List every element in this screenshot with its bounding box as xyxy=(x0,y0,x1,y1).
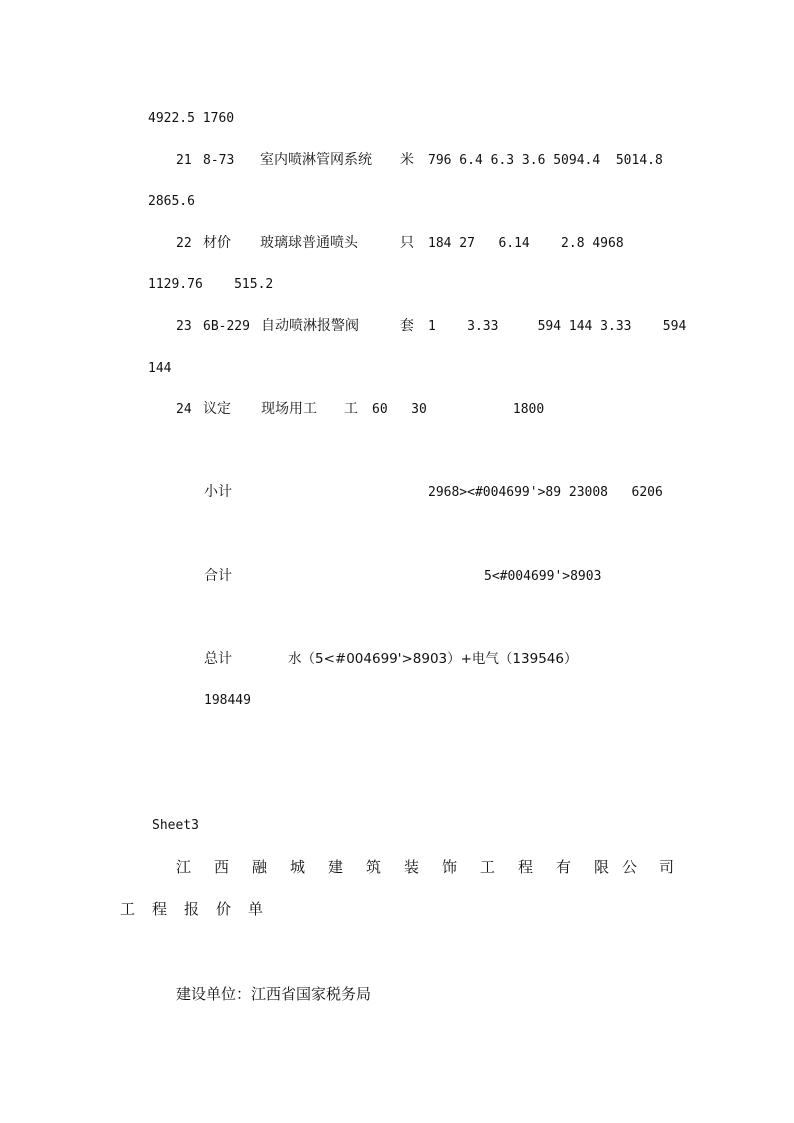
item-values: 1 3.33 594 144 3.33 594 xyxy=(428,319,687,334)
row-number: 22 xyxy=(176,236,192,251)
company-char: 城 xyxy=(290,858,306,876)
client-label: 建设单位：江西省国家税务局 xyxy=(176,985,372,1003)
grand-total-label: 总计 xyxy=(204,651,232,667)
item-name: 自动喷淋报警阀 xyxy=(261,318,359,334)
company-char: 建 xyxy=(328,858,344,876)
item-code: 8-73 xyxy=(203,153,235,168)
company-char: 西 xyxy=(214,858,230,876)
item-unit: 工 xyxy=(344,401,358,417)
company-char: 限 xyxy=(594,858,610,876)
row-number: 23 xyxy=(176,319,192,334)
company-char: 江 xyxy=(176,858,192,876)
item-name: 现场用工 xyxy=(261,401,317,417)
title-char: 价 xyxy=(216,900,232,918)
item-code: 6B-229 xyxy=(203,319,250,334)
item-unit: 米 xyxy=(400,152,414,168)
title-char: 报 xyxy=(184,900,200,918)
row-wrap-text: 1129.76 515.2 xyxy=(148,277,274,292)
item-unit: 只 xyxy=(400,235,414,251)
company-char: 有 xyxy=(556,858,572,876)
company-char: 程 xyxy=(518,858,534,876)
company-char: 装 xyxy=(404,858,420,876)
company-char: 司 xyxy=(659,858,675,876)
company-char: 筑 xyxy=(366,858,382,876)
grand-total-result: 198449 xyxy=(204,693,251,708)
grand-total-formula: 水（5<#004699'>8903）+电气（139546） xyxy=(288,651,578,667)
total-value: 5<#004699'>8903 xyxy=(484,569,602,584)
item-values: 184 27 6.14 2.8 4968 xyxy=(428,236,624,251)
item-code: 材价 xyxy=(203,235,231,251)
row-wrap-text: 144 xyxy=(148,361,172,376)
row-number: 21 xyxy=(176,153,192,168)
company-char: 饰 xyxy=(442,858,458,876)
item-values: 60 30 1800 xyxy=(372,402,545,417)
row-continuation-text: 4922.5 1760 xyxy=(148,111,235,126)
document-title xyxy=(0,899,794,919)
total-label: 合计 xyxy=(204,568,232,584)
company-char: 融 xyxy=(252,858,268,876)
item-unit: 套 xyxy=(400,318,414,334)
title-char: 工 xyxy=(120,900,136,918)
title-char: 程 xyxy=(152,900,168,918)
company-name xyxy=(0,857,794,877)
company-char: 工 xyxy=(480,858,496,876)
company-char: 公 xyxy=(622,858,638,876)
row-wrap-text: 2865.6 xyxy=(148,194,195,209)
item-name: 室内喷淋管网系统 xyxy=(260,152,372,168)
subtotal-label: 小计 xyxy=(204,484,232,500)
subtotal-value: 2968><#004699'>89 23008 6206 xyxy=(428,485,663,500)
row-number: 24 xyxy=(176,402,192,417)
item-name: 玻璃球普通喷头 xyxy=(260,235,358,251)
title-char: 单 xyxy=(248,900,264,918)
item-code: 议定 xyxy=(203,401,231,417)
item-values: 796 6.4 6.3 3.6 5094.4 5014.8 xyxy=(428,153,663,168)
sheet-name: Sheet3 xyxy=(152,818,199,833)
